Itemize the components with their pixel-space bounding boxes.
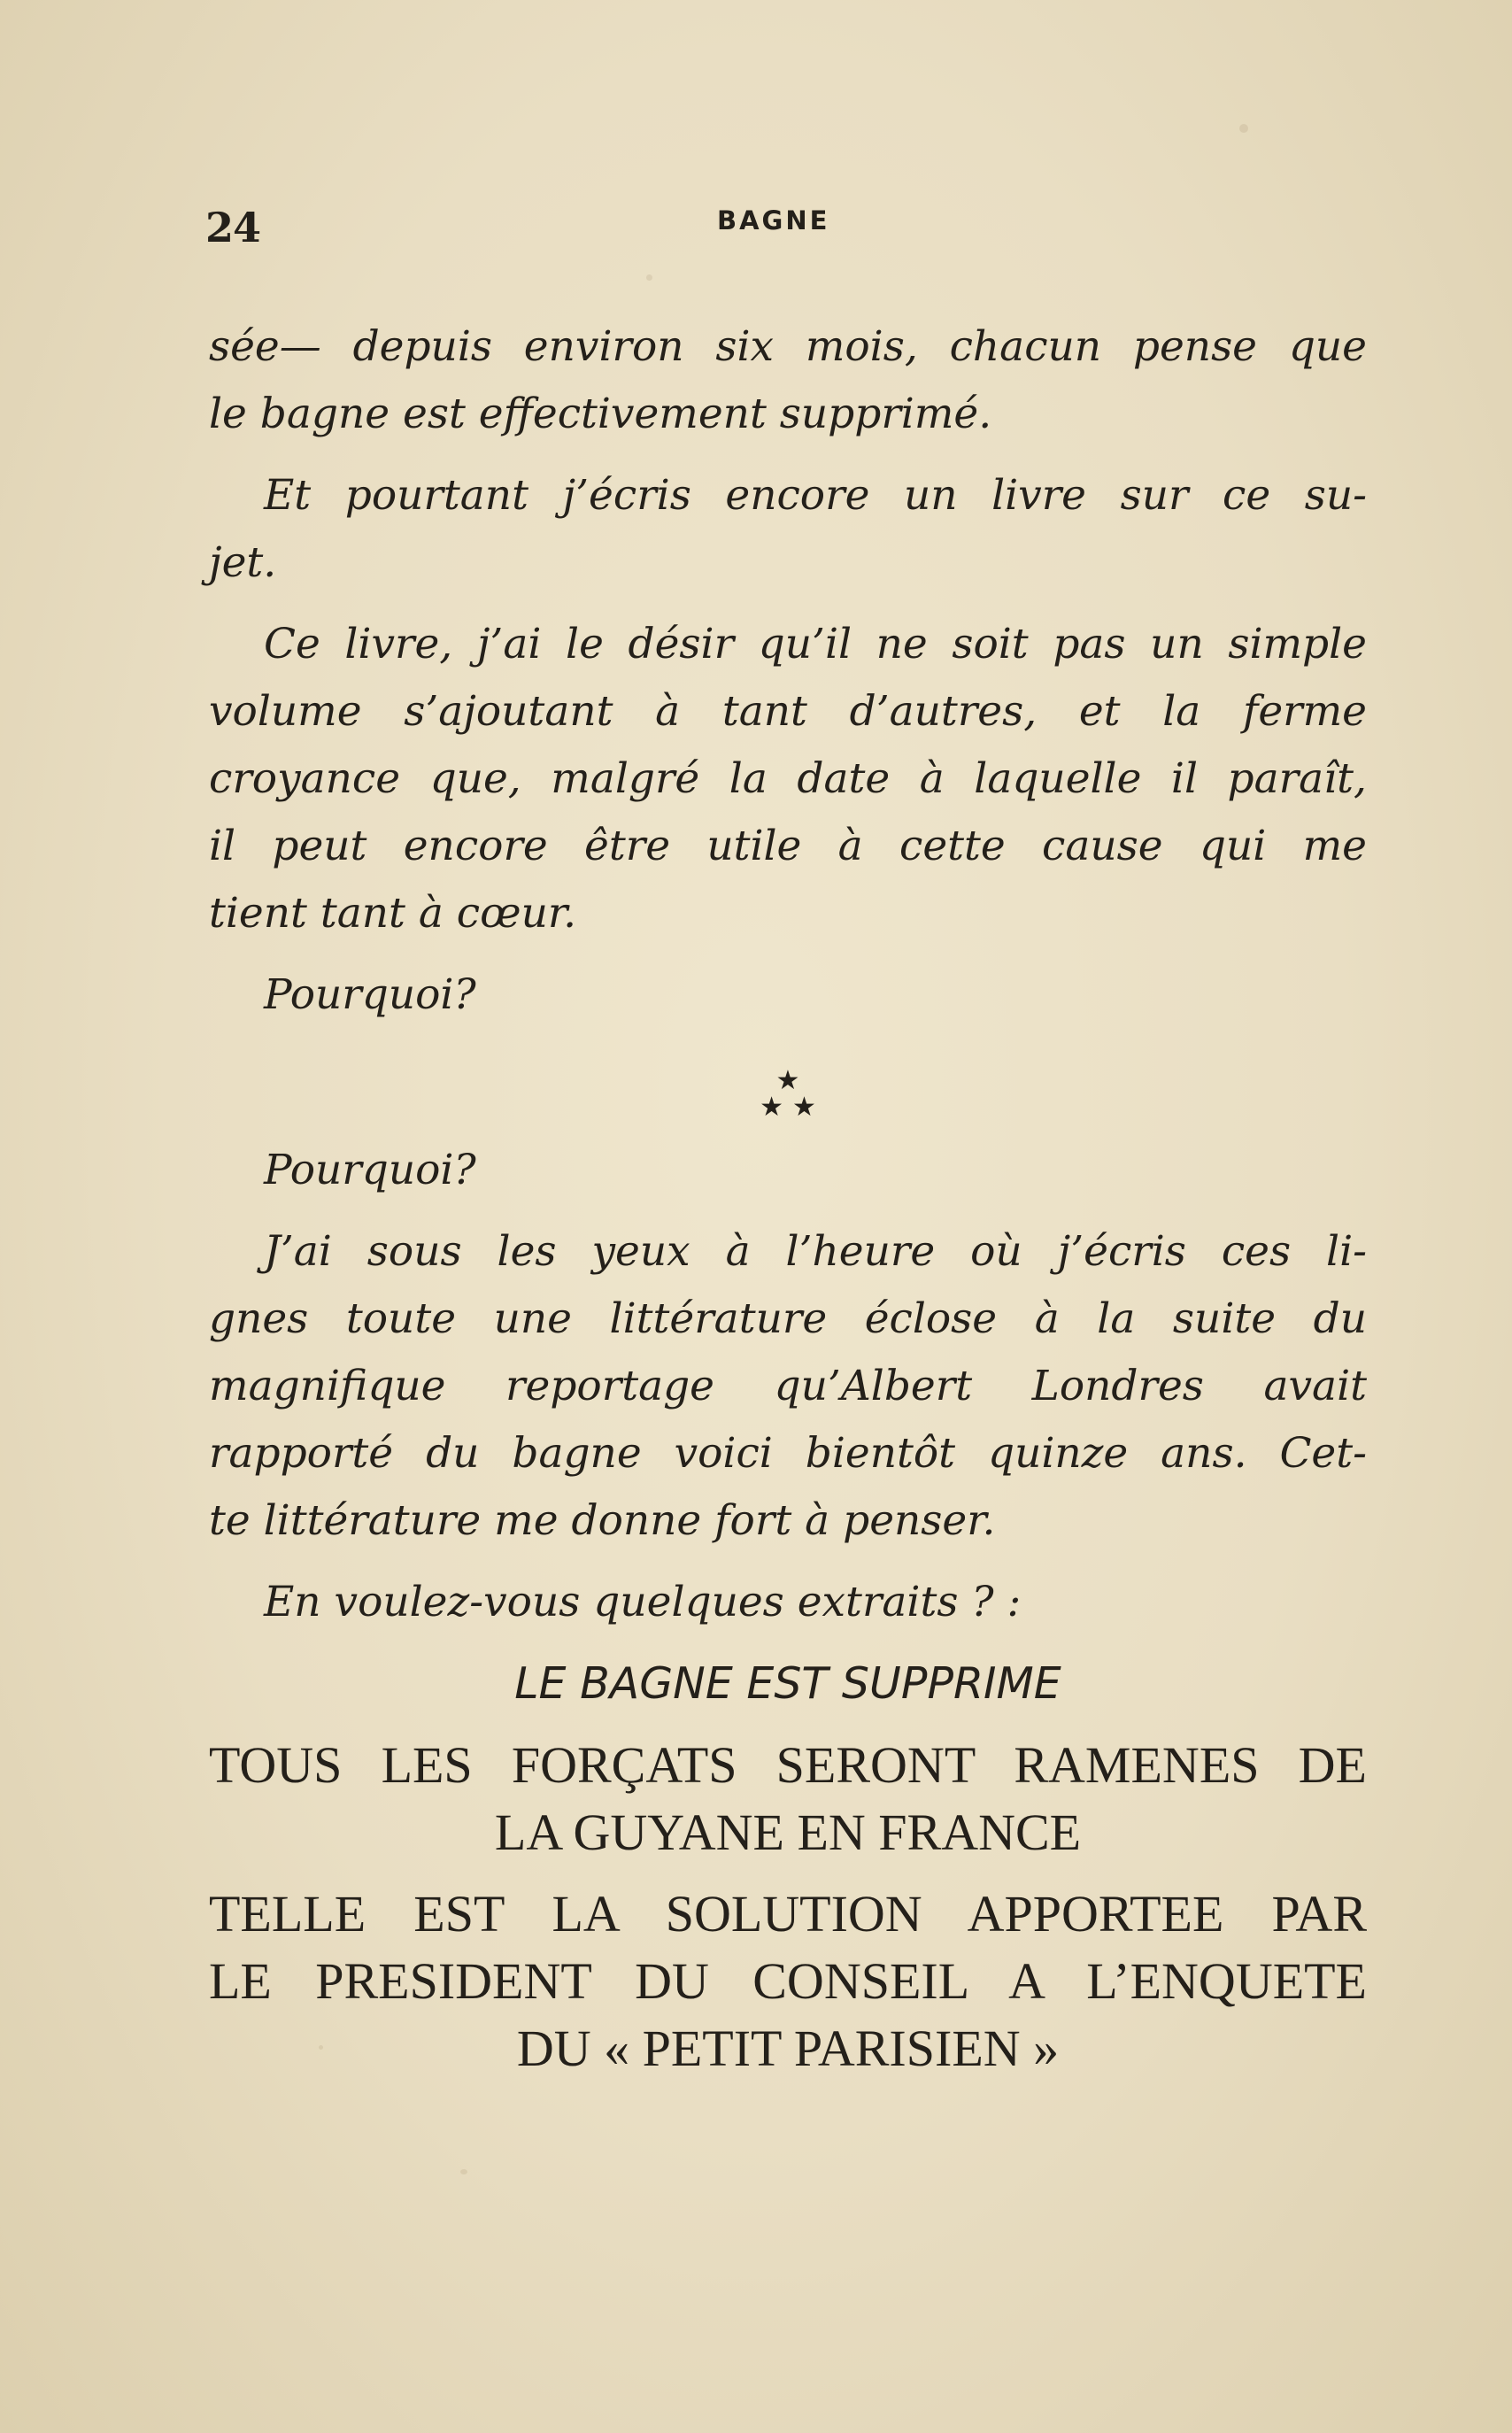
headline-line: LA GUYANE EN FRANCE xyxy=(494,1804,1082,1861)
body-text xyxy=(209,313,1367,2082)
headline-line: TOUS LES FORÇATS SERONT RAMENES DE xyxy=(209,1736,1367,1794)
text-line: te littérature me donne fort à penser. xyxy=(209,1496,996,1545)
paper-spot xyxy=(1239,124,1248,133)
headline-line: LE PRESIDENT DU CONSEIL A L’ENQUETE xyxy=(209,1952,1367,2010)
text-line: Ce livre, j’ai le désir qu’il ne soit pas un simple xyxy=(264,620,1367,668)
text-line: magnifique reportage qu’Albert Londres avait xyxy=(209,1362,1367,1410)
headline-line: DU « PETIT PARISIEN » xyxy=(516,2020,1060,2077)
paper-spot xyxy=(460,2169,467,2174)
text-line: gnes toute une littérature éclose à la suite du xyxy=(209,1294,1367,1343)
page-number: 24 xyxy=(205,204,261,251)
page-header xyxy=(205,197,1376,259)
text-line: il peut encore être utile à cette cause qui me xyxy=(209,822,1367,870)
text-line: rapporté du bagne voici bientôt quinze ans. Cet- xyxy=(209,1429,1367,1478)
text-line: Et pourtant j’écris encore un livre sur ce su- xyxy=(264,471,1367,520)
headline-line: TELLE EST LA SOLUTION APPORTEE PAR xyxy=(209,1885,1367,1943)
text-line: En voulez-vous quelques extraits ? : xyxy=(264,1578,1022,1626)
paper-spot xyxy=(646,274,652,281)
text-line: tient tant à cœur. xyxy=(209,889,577,938)
text-line: Pourquoi? xyxy=(264,1146,476,1194)
text-line: sée— depuis environ six mois, chacun pense que xyxy=(209,322,1367,371)
text-line: J’ai sous les yeux à l’heure où j’écris ces li- xyxy=(264,1227,1367,1276)
text-line: jet. xyxy=(209,538,277,587)
text-line: Pourquoi? xyxy=(264,970,476,1019)
text-line: croyance que, malgré la date à laquelle il paraît, xyxy=(209,754,1367,803)
headline-title: LE BAGNE EST SUPPRIME xyxy=(514,1658,1061,1709)
text-line: volume s’ajoutant à tant d’autres, et la ferme xyxy=(209,687,1367,736)
star-icon: ★ xyxy=(775,1065,800,1096)
star-icon: ★★ xyxy=(760,1092,825,1123)
text-line: le bagne est effectivement supprimé. xyxy=(209,390,992,438)
asterism-divider xyxy=(209,1029,1367,1137)
running-head: BAGNE xyxy=(717,205,830,236)
